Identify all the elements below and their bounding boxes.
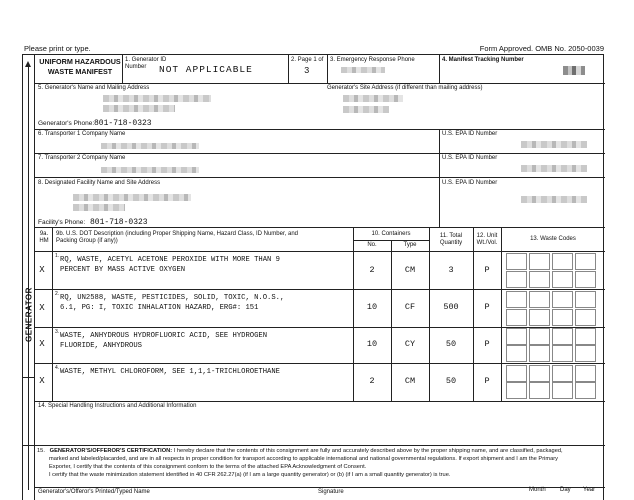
certification-block	[37, 447, 602, 479]
hm-header: 9a. HM	[39, 231, 49, 244]
site-address-redacted-2	[343, 106, 389, 113]
generator-name-redacted	[103, 95, 211, 102]
transporter1-epa-label: U.S. EPA ID Number	[442, 131, 498, 137]
side-tick	[23, 445, 35, 446]
special-handling-label: 14. Special Handling Instructions and Additional Information	[38, 403, 197, 409]
containers-type-header: Type	[403, 242, 417, 248]
description-line: RQ, WASTE, ACETYL ACETONE PEROXIDE WITH MORE THAN 9	[60, 256, 280, 264]
containers-no-cell[interactable]: 2	[369, 265, 375, 275]
facility-phone-label: Facility's Phone:	[38, 219, 86, 226]
cert-text-2: marked and labeled/placarded, and are in all respects in proper condition for transport according to applicable international and national governmental regulations. If export shipment and I am the Primary	[49, 456, 559, 462]
containers-type-cell[interactable]: CM	[404, 376, 416, 386]
generator-name-label: 5. Generator's Name and Mailing Address	[38, 85, 150, 91]
cert-text-3: Exporter, I certify that the contents of this consignment conform to the terms of the attached EPA Acknowledgment of Consent.	[49, 464, 367, 470]
quantity-cell[interactable]: 50	[445, 376, 457, 386]
cert-heading: GENERATOR'S/OFFEROR'S CERTIFICATION:	[49, 448, 173, 454]
description-line: RQ, UN2588, WASTE, PESTICIDES, SOLID, TOXIC, N.O.S.,	[60, 294, 285, 302]
cert-number: 15.	[37, 448, 45, 454]
generator-id-label: 1. Generator ID Number	[125, 57, 167, 70]
facility-phone-value[interactable]: 801-718-0323	[90, 218, 148, 227]
emergency-phone-redacted	[341, 67, 385, 73]
side-rail	[23, 55, 35, 500]
facility-name-redacted	[73, 194, 191, 201]
description-line: 6.1, PG: I, TOXIC INHALATION HAZARD, ERG#: 151	[60, 304, 259, 312]
page-label: 2. Page 1 of	[291, 57, 324, 63]
containers-type-cell[interactable]: CY	[404, 339, 416, 349]
printed-name-label: Generator's/Offeror's Printed/Typed Name	[38, 489, 150, 495]
generator-address-redacted	[103, 105, 175, 112]
unit-cell[interactable]: P	[484, 339, 490, 349]
waste-codes-header: 13. Waste Codes	[530, 236, 576, 242]
quantity-cell[interactable]: 500	[443, 302, 459, 312]
transporter1-name-redacted	[101, 143, 199, 149]
transporter1-epa-redacted	[521, 141, 587, 148]
hm-cell[interactable]: X	[39, 339, 45, 349]
site-address-redacted	[343, 95, 403, 102]
unit-cell[interactable]: P	[484, 302, 490, 312]
manifest-form: GENERATOR UNIFORM HAZARDOUS WASTE MANIFEST 1. Generator ID Number NOT APPLICABLE 2. Page 1 of 3 3. Emergency Response Phone 4. Manifest Tracking Number 5. Generator's Name and Mailing Address Generator's Site Address (if different than mailing address) Generator's Phone: 801-718-0323 6. Transporter 1 Company Name U.S. EPA ID Number 7. Transporter 2 Company Name U.S. EPA ID Number 8. Designated Facility Name and Site Address U.S. EPA ID Number Facility's Phone: 801-718-0323 9a. HM 9b. U.S. DOT Description (including Proper Shipping Name, Hazard Class, ID Number, and Packing Group (if any)) 10. Containers No. Type 11. Total Quantity 12. Unit Wt./Vol. 13. Waste Codes 1. X RQ, WASTE, ACETYL ACETONE PEROXIDE WITH MORE THAN 9 PERCENT BY MASS ACTIVE OXYGEN 2 CM 3 P 2. X RQ, UN2588, WASTE, PESTICIDES, SOLID, TOXIC, N.O.S., 6.1, PG: I, TOXIC INHALATION HAZARD, ERG#: 151 10 CF 500 P 3. X WASTE, ANHYDROUS HYDROFLUORIC ACID, SEE HYDROGEN FLUORIDE, ANHYDROUS 10 CY 50 P 4. X WASTE, METHYL CHLOROFORM, SEE 1,1,1-TRICHLOROETHANE 2 CM 50 P 14. Special Handling Instructions and Additional Information 15. GENERATOR'S/OFFEROR'S CERTIFICATION: I hereby declare that the contents of this consignment are fully and accurately described above by the proper shipping name, and are classified, packaged, marked and labeled/placarded, and are in all respects in proper condition for transport according to applicable international and national governmental regulations. If export shipment and I am the Primary Exporter, I certify that the contents of this consignment conform to the terms of the attached EPA Acknowledgment of Consent. I certify that the waste minimization statement identified in 40 CFR 262.27(a) (if I am a large quantity generator) or (b) (if I am a small quantity generator) is true. Generator's/Offeror's Printed/Typed Name Signature Month Day Year	[22, 54, 604, 500]
transporter2-epa-label: U.S. EPA ID Number	[442, 155, 498, 161]
emergency-phone-label: 3. Emergency Response Phone	[330, 57, 415, 63]
hm-cell[interactable]: X	[39, 303, 45, 313]
containers-no-cell[interactable]: 10	[366, 302, 378, 312]
facility-address-redacted	[73, 204, 125, 211]
hm-cell[interactable]: X	[39, 376, 45, 386]
containers-no-cell[interactable]: 2	[369, 376, 375, 386]
day-label: Day	[560, 487, 571, 493]
please-print-note: Please print or type.	[24, 44, 91, 53]
containers-header: 10. Containers	[371, 231, 411, 237]
containers-type-cell[interactable]: CF	[404, 302, 416, 312]
facility-epa-label: U.S. EPA ID Number	[442, 180, 498, 186]
cert-text-4: I certify that the waste minimization statement identified in 40 CFR 262.27(a) (if I am a large quantity generator) or (b) (if I am a small quantity generator) is true.	[49, 472, 451, 478]
containers-no-header: No.	[367, 242, 377, 248]
page-count: 3	[304, 66, 310, 76]
generator-side-label: GENERATOR	[24, 287, 34, 342]
description-line: PERCENT BY MASS ACTIVE OXYGEN	[60, 266, 186, 274]
generator-site-label: Generator's Site Address (if different than mailing address)	[327, 85, 483, 91]
form-title: UNIFORM HAZARDOUS WASTE MANIFEST	[39, 57, 121, 76]
description-line: WASTE, METHYL CHLOROFORM, SEE 1,1,1-TRICHLOROETHANE	[60, 368, 280, 376]
description-header: 9b. U.S. DOT Description (including Proper Shipping Name, Hazard Class, ID Number, and Packing Group (if any))	[56, 231, 298, 244]
total-quantity-header: 11. Total Quantity	[439, 233, 463, 246]
quantity-cell[interactable]: 50	[445, 339, 457, 349]
transporter2-label: 7. Transporter 2 Company Name	[38, 155, 126, 161]
month-label: Month	[529, 487, 546, 493]
cert-text-1: I hereby declare that the contents of this consignment are fully and accurately described above by the proper shipping name, and are classified, packaged,	[173, 448, 563, 454]
hm-cell[interactable]: X	[39, 265, 45, 275]
transporter2-name-redacted	[101, 167, 199, 173]
year-label: Year	[583, 487, 596, 493]
containers-no-cell[interactable]: 10	[366, 339, 378, 349]
tracking-number-redacted	[563, 66, 585, 75]
facility-epa-redacted	[521, 196, 587, 203]
up-arrow-icon	[28, 65, 29, 490]
unit-cell[interactable]: P	[484, 265, 490, 275]
containers-type-cell[interactable]: CM	[404, 265, 416, 275]
generator-phone-label: Generator's Phone:	[38, 120, 95, 127]
tracking-number-label: 4. Manifest Tracking Number	[442, 57, 524, 63]
facility-label: 8. Designated Facility Name and Site Address	[38, 180, 161, 186]
signature-label: Signature	[318, 489, 344, 495]
generator-phone-value[interactable]: 801-718-0323	[94, 119, 152, 128]
quantity-cell[interactable]: 3	[448, 265, 454, 275]
generator-id-field[interactable]: NOT APPLICABLE	[159, 64, 253, 75]
omb-approval: Form Approved. OMB No. 2050-0039	[479, 44, 604, 53]
unit-cell[interactable]: P	[484, 376, 490, 386]
unit-header: 12. Unit Wt./Vol.	[476, 233, 498, 246]
description-line: FLUORIDE, ANHYDROUS	[60, 342, 142, 350]
side-tick	[23, 377, 35, 378]
top-line	[22, 44, 604, 54]
description-line: WASTE, ANHYDROUS HYDROFLUORIC ACID, SEE HYDROGEN	[60, 332, 268, 340]
transporter2-epa-redacted	[521, 165, 587, 172]
transporter1-label: 6. Transporter 1 Company Name	[38, 131, 126, 137]
